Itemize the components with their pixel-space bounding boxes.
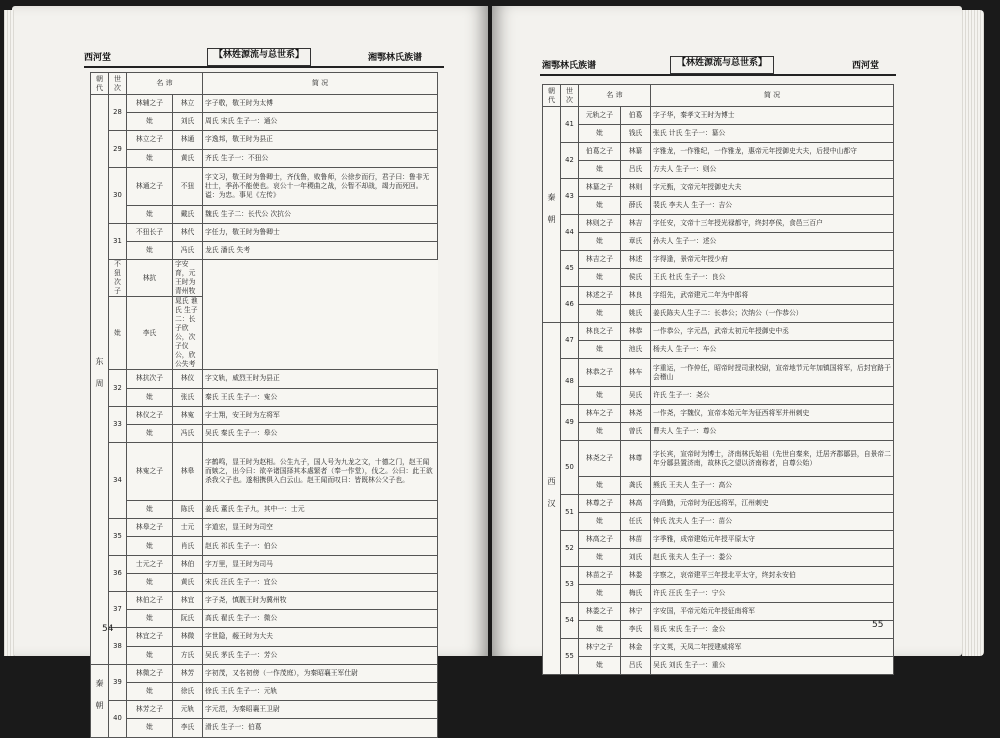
bio-cell: 吴氏 刘氏 生子一：重公	[651, 657, 894, 675]
bio-cell: 字安育，元王时为青州牧	[173, 260, 203, 297]
table-row	[91, 260, 438, 297]
name-cell: 林良	[621, 287, 651, 305]
relation-cell: 妣	[579, 585, 621, 603]
bio-cell: 吴氏 秦氏 生子一：皋公	[203, 424, 438, 442]
bio-cell: 姜氏陈夫人生子二：长恭公；次纳公（一作恭公）	[651, 305, 894, 323]
table-row	[91, 501, 438, 519]
name-cell: 章氏	[621, 233, 651, 251]
bio-cell: 熊氏 王夫人 生子一：高公	[651, 477, 894, 495]
bio-cell: 字察之，哀帝建平三年授北平太守，终封永安伯	[651, 567, 894, 585]
generation-cell: 37	[109, 592, 127, 628]
name-cell: 戴氏	[173, 205, 203, 223]
name-cell: 林代	[173, 223, 203, 241]
relation-cell: 士元之子	[127, 555, 173, 573]
relation-cell: 妣	[127, 149, 173, 167]
relation-cell: 妣	[127, 646, 173, 664]
relation-cell: 林尊之子	[579, 495, 621, 513]
bio-cell: 字任力，敬王时为鲁卿士	[203, 223, 438, 241]
name-cell: 李氏	[621, 621, 651, 639]
table-row	[543, 251, 894, 269]
bio-cell: 一作恭公，字元昌，武帝太初元年授御史中丞	[651, 323, 894, 341]
bio-cell: 字文习，敬王时为鲁卿士，齐伐鲁，败鲁师，公徐步而行，君子曰：鲁非无壮士，季孙不能使也。哀公十一年稷曲之战，公暂不却战，竭力而死回。谥：为忠。事见《左传》	[203, 167, 438, 205]
relation-cell: 妣	[579, 305, 621, 323]
relation-cell: 林娄之子	[579, 603, 621, 621]
table-row	[91, 573, 438, 591]
bio-cell: 字文轨，威烈王时为县正	[203, 370, 438, 388]
bio-cell: 字任安，文帝十三年授光禄都守，终封亭侯，食邑三百户	[651, 215, 894, 233]
relation-cell: 妣	[127, 573, 173, 591]
table-row	[543, 495, 894, 513]
relation-cell: 林芳之子	[127, 701, 173, 719]
generation-cell: 47	[561, 323, 579, 359]
bio-cell: 字道宏，显王时为司空	[203, 519, 438, 537]
bio-cell: 字子华，秦孝文王时为博士	[651, 107, 894, 125]
table-row	[543, 359, 894, 387]
relation-cell: 林辅之子	[127, 95, 173, 113]
bio-cell: 晁氏 谯氏 生子二：长子欣公，次子仪公，欣公失考	[173, 297, 203, 370]
bio-cell: 字安国，平帝元始元年授征南将军	[651, 603, 894, 621]
name-cell: 林金	[621, 639, 651, 657]
table-row	[543, 603, 894, 621]
relation-cell: 妣	[579, 549, 621, 567]
name-cell: 元轨	[173, 701, 203, 719]
table-row	[543, 197, 894, 215]
relation-cell: 妣	[579, 477, 621, 495]
name-cell: 张氏	[173, 388, 203, 406]
right-header-rule	[540, 74, 896, 76]
bio-cell: 字尚勤，元帝时为征远将军，江州刺史	[651, 495, 894, 513]
col-dynasty: 朝代	[543, 85, 561, 107]
dynasty-cell: 秦朝	[91, 664, 109, 737]
relation-cell: 妣	[127, 424, 173, 442]
relation-cell: 林微之子	[127, 664, 173, 682]
name-cell: 伯葛	[621, 107, 651, 125]
name-cell: 吕氏	[621, 161, 651, 179]
table-row	[543, 567, 894, 585]
name-cell: 曾氏	[621, 423, 651, 441]
name-cell: 林尧	[621, 405, 651, 423]
table-row	[91, 646, 438, 664]
name-cell: 林恭	[621, 323, 651, 341]
table-row	[543, 287, 894, 305]
name-cell: 林微	[173, 628, 203, 646]
bio-cell: 龙氏 潘氏 失考	[203, 242, 438, 260]
relation-cell: 妣	[127, 388, 173, 406]
left-page-number: 54	[102, 624, 114, 634]
left-header-title: 【林姓源流与总世系】	[207, 48, 311, 66]
relation-cell: 林寃之子	[127, 443, 173, 501]
name-cell: 吕氏	[621, 657, 651, 675]
relation-cell: 林纂之子	[579, 179, 621, 197]
table-row	[543, 657, 894, 675]
generation-cell: 29	[109, 131, 127, 167]
bio-cell: 字逸邦，敬王时为县正	[203, 131, 438, 149]
name-cell: 池氏	[621, 341, 651, 359]
relation-cell: 林良之子	[579, 323, 621, 341]
name-cell: 黄氏	[173, 573, 203, 591]
name-cell: 刘氏	[173, 113, 203, 131]
name-cell: 徐氏	[173, 682, 203, 700]
name-cell: 林立	[173, 95, 203, 113]
bio-cell: 裴氏 李夫人 生子一：吉公	[651, 197, 894, 215]
bio-cell: 许氏 汪氏 生子一：宁公	[651, 585, 894, 603]
relation-cell: 妣	[127, 537, 173, 555]
name-cell: 方氏	[173, 646, 203, 664]
bio-cell: 齐氏 生子一：不狃公	[203, 149, 438, 167]
bio-cell: 钟氏 沈夫人 生子一：苗公	[651, 513, 894, 531]
page-edges-right	[962, 10, 984, 656]
relation-cell: 妣	[127, 242, 173, 260]
name-cell: 林高	[621, 495, 651, 513]
table-row	[91, 297, 438, 370]
col-bio: 简 况	[203, 73, 438, 95]
table-row	[543, 269, 894, 287]
generation-cell: 43	[561, 179, 579, 215]
bio-cell: 王氏 杜氏 生子一：良公	[651, 269, 894, 287]
generation-cell: 31	[109, 223, 127, 259]
bio-cell: 字重运，一作仲任，昭帝时授司隶校尉，宣帝地节元年加镇国将军，后封官路于会稽山	[651, 359, 894, 387]
table-row	[543, 621, 894, 639]
table-row	[91, 443, 438, 501]
relation-cell: 林车之子	[579, 405, 621, 423]
bio-cell: 周氏 宋氏 生子一：通公	[203, 113, 438, 131]
col-generation: 世次	[561, 85, 579, 107]
relation-cell: 妣	[579, 161, 621, 179]
name-cell: 林娄	[621, 567, 651, 585]
generation-cell: 39	[109, 664, 127, 700]
bio-cell: 字鹤鸣，显王时为赵相。公生九子，国人号为九龙之文，十德之门，赵王闻而嫉之，出今曰：欲辛诸国择其本處繁者（奉一作堂），伐之。公曰：此王欲杀我父子也。遂相携俱入白云山。赵王闻而叹曰：皆既林公父子也。	[203, 443, 438, 501]
right-header-hall: 西河堂	[852, 61, 880, 71]
right-page-number: 55	[872, 620, 884, 630]
table-row	[543, 323, 894, 341]
relation-cell: 妣	[127, 610, 173, 628]
relation-cell: 妣	[579, 423, 621, 441]
generation-cell: 40	[109, 701, 127, 737]
table-row	[543, 107, 894, 125]
relation-cell: 林宜之子	[127, 628, 173, 646]
relation-cell: 林苗之子	[579, 567, 621, 585]
table-row	[543, 387, 894, 405]
relation-cell: 妣	[579, 125, 621, 143]
table-row	[91, 113, 438, 131]
table-row	[91, 664, 438, 682]
table-row	[543, 179, 894, 197]
generation-cell: 49	[561, 405, 579, 441]
table-row	[543, 639, 894, 657]
generation-cell: 48	[561, 359, 579, 405]
table-row	[543, 441, 894, 477]
name-cell: 林吉	[621, 215, 651, 233]
relation-cell: 林则之子	[579, 215, 621, 233]
left-page	[12, 6, 488, 732]
col-dynasty: 朝代	[91, 73, 109, 95]
bio-cell: 杨夫人 生子一：车公	[651, 341, 894, 359]
generation-cell: 33	[109, 406, 127, 442]
bio-cell: 许氏 生子一：尧公	[651, 387, 894, 405]
relation-cell: 妣	[579, 657, 621, 675]
generation-cell: 46	[561, 287, 579, 323]
name-cell: 李氏	[127, 297, 173, 370]
bio-cell: 字初茂，又名初傍（一作茂庭），为秦昭襄王军仕尉	[203, 664, 438, 682]
name-cell: 林仪	[173, 370, 203, 388]
generation-cell: 54	[561, 603, 579, 639]
bio-cell: 宋氏 汪氏 生子一：宜公	[203, 573, 438, 591]
col-name: 名 讳	[579, 85, 651, 107]
name-cell: 吴氏	[621, 387, 651, 405]
table-row	[91, 131, 438, 149]
table-row	[543, 161, 894, 179]
name-cell: 林抗	[127, 260, 173, 297]
name-cell: 钱氏	[621, 125, 651, 143]
bio-cell: 魏氏 生子二：长代公 次抗公	[203, 205, 438, 223]
table-row	[91, 167, 438, 205]
right-page	[492, 6, 962, 669]
generation-cell: 32	[109, 370, 127, 406]
name-cell: 任氏	[621, 513, 651, 531]
bio-cell: 字元甄，文帝元年授御史大夫	[651, 179, 894, 197]
relation-cell: 林通之子	[127, 167, 173, 205]
bio-cell: 字长宾，宣帝时为博士，济南林氏始祖（先世自秦来，迁居齐郡鄒县，自景帝二年分鄒县置济南，故林氏之望以济南称者，自尊公始）	[651, 441, 894, 477]
relation-cell: 林抗次子	[127, 370, 173, 388]
relation-cell: 林宁之子	[579, 639, 621, 657]
table-row	[91, 149, 438, 167]
col-generation: 世次	[109, 73, 127, 95]
bio-cell: 高氏 翟氏 生子一：微公	[203, 610, 438, 628]
name-cell: 梅氏	[621, 585, 651, 603]
bio-cell: 易氏 宋氏 生子一：金公	[651, 621, 894, 639]
dynasty-cell: 西汉	[543, 323, 561, 675]
table-row	[543, 513, 894, 531]
relation-cell: 妣	[579, 269, 621, 287]
table-row	[91, 388, 438, 406]
table-row	[91, 592, 438, 610]
table-row	[91, 682, 438, 700]
open-book	[12, 6, 980, 732]
name-cell: 肖氏	[173, 537, 203, 555]
generation-cell: 51	[561, 495, 579, 531]
relation-cell: 妣	[579, 513, 621, 531]
relation-cell: 林高之子	[579, 531, 621, 549]
bio-cell: 字得逢，景帝元年授少府	[651, 251, 894, 269]
generation-cell: 42	[561, 143, 579, 179]
relation-cell: 妣	[579, 197, 621, 215]
generation-cell: 38	[109, 628, 127, 664]
table-row	[91, 555, 438, 573]
name-cell: 林伯	[173, 555, 203, 573]
name-cell: 姚氏	[621, 305, 651, 323]
bio-cell: 方夫人 生子一：则公	[651, 161, 894, 179]
relation-cell: 妣	[127, 682, 173, 700]
relation-cell: 妣	[127, 501, 173, 519]
name-cell: 林寃	[173, 406, 203, 424]
generation-cell: 34	[109, 443, 127, 519]
bio-cell: 字元范，为秦昭襄王卫尉	[203, 701, 438, 719]
dynasty-cell: 东周	[91, 95, 109, 665]
generation-cell: 44	[561, 215, 579, 251]
relation-cell: 林尧之子	[579, 441, 621, 477]
name-cell: 冯氏	[173, 242, 203, 260]
generation-cell: 55	[561, 639, 579, 675]
name-cell: 阮氏	[173, 610, 203, 628]
relation-cell: 妣	[579, 341, 621, 359]
table-row	[91, 242, 438, 260]
relation-cell: 林恭之子	[579, 359, 621, 387]
generation-cell: 36	[109, 555, 127, 591]
right-genealogy-table	[542, 84, 894, 675]
relation-cell: 林皋之子	[127, 519, 173, 537]
left-header-hall: 西河堂	[84, 53, 112, 63]
bio-cell: 字万里，显王时为司马	[203, 555, 438, 573]
relation-cell: 妣	[127, 205, 173, 223]
bio-cell: 字文英，天凤二年授建威将军	[651, 639, 894, 657]
table-row	[543, 531, 894, 549]
table-row	[543, 477, 894, 495]
relation-cell: 妣	[579, 233, 621, 251]
table-row	[91, 370, 438, 388]
name-cell: 林车	[621, 359, 651, 387]
left-header-book: 湘鄂林氏族谱	[368, 53, 423, 63]
name-cell: 林尊	[621, 441, 651, 477]
generation-cell: 28	[109, 95, 127, 131]
name-cell: 林皋	[173, 443, 203, 501]
table-row	[91, 628, 438, 646]
bio-cell: 孙夫人 生子一：述公	[651, 233, 894, 251]
name-cell: 林宜	[173, 592, 203, 610]
name-cell: 不狃	[173, 167, 203, 205]
page-edges-left	[4, 10, 14, 656]
bio-cell: 张氏 计氏 生子一：纂公	[651, 125, 894, 143]
relation-cell: 不狃次子	[109, 260, 127, 297]
table-row	[91, 519, 438, 537]
generation-cell: 35	[109, 519, 127, 555]
bio-cell: 一作尧，字魏仪，宣帝本始元年为征西将军并州刺史	[651, 405, 894, 423]
dynasty-cell: 秦朝	[543, 107, 561, 323]
bio-cell: 曹夫人 生子一：尊公	[651, 423, 894, 441]
bio-cell: 字季雅，成帝建始元年授平原太守	[651, 531, 894, 549]
relation-cell: 林仪之子	[127, 406, 173, 424]
bio-cell: 字子尧，慎靓王时为冀州牧	[203, 592, 438, 610]
name-cell: 黄氏	[173, 149, 203, 167]
bio-cell: 吴氏 茅氏 生子一：芳公	[203, 646, 438, 664]
name-cell: 士元	[173, 519, 203, 537]
table-row	[91, 205, 438, 223]
bio-cell: 秦氏 王氏 生子一：寃公	[203, 388, 438, 406]
generation-cell: 30	[109, 167, 127, 223]
table-row	[543, 549, 894, 567]
generation-cell: 53	[561, 567, 579, 603]
name-cell: 冯氏	[173, 424, 203, 442]
relation-cell: 林立之子	[127, 131, 173, 149]
relation-cell: 妣	[109, 297, 127, 370]
generation-cell: 52	[561, 531, 579, 567]
table-row	[91, 610, 438, 628]
bio-cell: 字雅龙，一作雅纪，一作雅龙，惠帝元年授御史大夫，后授中山都守	[651, 143, 894, 161]
relation-cell: 妣	[127, 719, 173, 737]
table-row	[91, 719, 438, 737]
bio-cell: 字世隐，赧王时为大夫	[203, 628, 438, 646]
name-cell: 林宁	[621, 603, 651, 621]
relation-cell: 妣	[127, 113, 173, 131]
generation-cell: 41	[561, 107, 579, 143]
relation-cell: 妣	[579, 387, 621, 405]
table-row	[91, 537, 438, 555]
name-cell: 龚氏	[621, 477, 651, 495]
bio-cell: 字绍先，武帝建元二年为中郎将	[651, 287, 894, 305]
name-cell: 刘氏	[621, 549, 651, 567]
name-cell: 薛氏	[621, 197, 651, 215]
relation-cell: 元轨之子	[579, 107, 621, 125]
relation-cell: 林述之子	[579, 287, 621, 305]
col-bio: 简 况	[651, 85, 894, 107]
relation-cell: 伯葛之子	[579, 143, 621, 161]
name-cell: 侯氏	[621, 269, 651, 287]
bio-cell: 赵氏 祁氏 生子一：伯公	[203, 537, 438, 555]
table-row	[543, 143, 894, 161]
table-row	[543, 423, 894, 441]
left-genealogy-table	[90, 72, 438, 738]
left-header-rule	[84, 66, 444, 68]
bio-cell: 滑氏 生子一：伯葛	[203, 719, 438, 737]
table-row	[91, 424, 438, 442]
name-cell: 林通	[173, 131, 203, 149]
table-row	[543, 215, 894, 233]
table-row	[91, 95, 438, 113]
name-cell: 林则	[621, 179, 651, 197]
generation-cell: 45	[561, 251, 579, 287]
table-row	[543, 341, 894, 359]
table-row	[543, 405, 894, 423]
table-row	[91, 406, 438, 424]
name-cell: 陈氏	[173, 501, 203, 519]
relation-cell: 妣	[579, 621, 621, 639]
generation-cell: 50	[561, 441, 579, 495]
table-row	[543, 585, 894, 603]
name-cell: 林纂	[621, 143, 651, 161]
bio-cell: 赵氏 张夫人 生子一：娄公	[651, 549, 894, 567]
table-row	[91, 223, 438, 241]
table-row	[543, 233, 894, 251]
relation-cell: 林吉之子	[579, 251, 621, 269]
table-row	[543, 305, 894, 323]
relation-cell: 不狃长子	[127, 223, 173, 241]
name-cell: 林述	[621, 251, 651, 269]
name-cell: 李氏	[173, 719, 203, 737]
name-cell: 林苗	[621, 531, 651, 549]
bio-cell: 姜氏 董氏 生子九，其中一：士元	[203, 501, 438, 519]
right-header-title: 【林姓源流与总世系】	[670, 56, 774, 74]
name-cell: 林芳	[173, 664, 203, 682]
relation-cell: 林伯之子	[127, 592, 173, 610]
table-row	[91, 701, 438, 719]
bio-cell: 徐氏 王氏 生子一：元轨	[203, 682, 438, 700]
table-row	[543, 125, 894, 143]
bio-cell: 字士翔，安王时为左将军	[203, 406, 438, 424]
col-name: 名 讳	[127, 73, 203, 95]
bio-cell: 字子敬，敬王时为太傅	[203, 95, 438, 113]
right-header-book: 湘鄂林氏族谱	[542, 61, 597, 71]
